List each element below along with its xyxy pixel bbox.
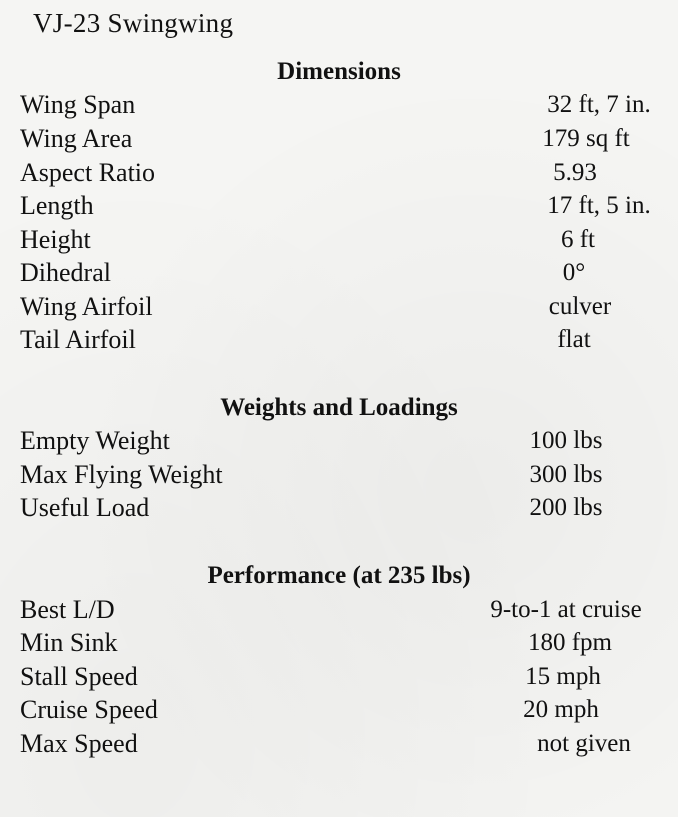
spec-value: 15 mph bbox=[525, 663, 601, 690]
spec-value: 179 sq ft bbox=[542, 125, 630, 152]
spec-value: flat bbox=[557, 326, 591, 353]
section-heading-dimensions: Dimensions bbox=[277, 58, 401, 85]
section-heading-performance: Performance (at 235 lbs) bbox=[207, 562, 471, 589]
spec-value: 5.93 bbox=[553, 159, 597, 186]
spec-label: Dihedral bbox=[20, 258, 111, 287]
spec-label: Max Speed bbox=[20, 729, 138, 758]
spec-label: Max Flying Weight bbox=[20, 460, 223, 489]
spec-value: 180 fpm bbox=[527, 629, 613, 656]
spec-label: Wing Area bbox=[20, 124, 133, 153]
spec-value: 6 ft bbox=[560, 226, 596, 253]
section-heading-weights: Weights and Loadings bbox=[220, 394, 458, 421]
spec-label: Length bbox=[20, 191, 94, 220]
spec-value: 300 lbs bbox=[529, 461, 603, 488]
spec-value: 17 ft, 5 in. bbox=[547, 192, 651, 219]
spec-label: Best L/D bbox=[20, 595, 115, 624]
spec-label: Cruise Speed bbox=[20, 695, 158, 724]
page-title: VJ-23 Swingwing bbox=[33, 8, 234, 38]
spec-value: culver bbox=[548, 293, 612, 320]
spec-label: Height bbox=[20, 225, 91, 254]
spec-value: 20 mph bbox=[523, 696, 599, 723]
spec-label: Useful Load bbox=[20, 493, 150, 522]
spec-label: Tail Airfoil bbox=[20, 325, 136, 354]
spec-label: Min Sink bbox=[20, 628, 118, 657]
spec-value: 100 lbs bbox=[529, 427, 603, 454]
spec-label: Stall Speed bbox=[20, 662, 138, 691]
spec-label: Aspect Ratio bbox=[20, 158, 156, 187]
spec-value: 200 lbs bbox=[529, 494, 603, 521]
spec-value: not given bbox=[537, 730, 631, 757]
spec-value: 32 ft, 7 in. bbox=[547, 91, 651, 118]
spec-label: Wing Airfoil bbox=[20, 292, 153, 321]
spec-value: 0° bbox=[562, 259, 586, 286]
spec-value: 9-to-1 at cruise bbox=[490, 596, 642, 623]
spec-label: Empty Weight bbox=[20, 426, 170, 455]
spec-label: Wing Span bbox=[20, 90, 136, 119]
